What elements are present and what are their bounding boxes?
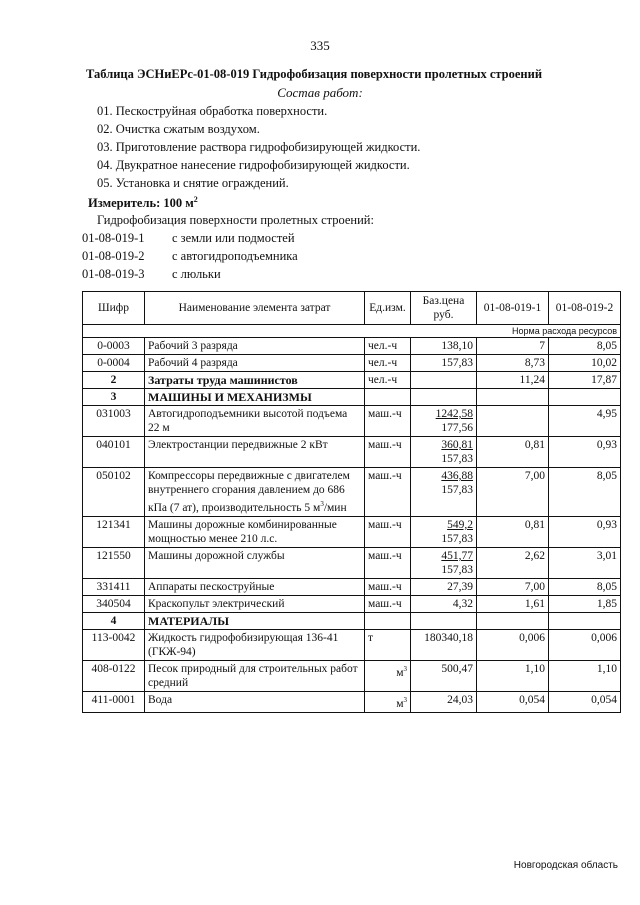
cell-variant-2 <box>549 389 621 406</box>
cell-variant-2 <box>549 595 621 612</box>
cell-unit-text: м <box>396 697 404 710</box>
cell-code <box>83 437 145 468</box>
cell-name-text: Рабочий 3 разряда <box>148 340 238 352</box>
cell-variant-1 <box>477 547 549 578</box>
cell-name <box>145 355 365 372</box>
cell-variant-2 <box>549 578 621 595</box>
cell-unit <box>365 595 411 612</box>
cell-code-text: 121341 <box>96 518 131 531</box>
cell-code <box>83 612 145 629</box>
cell-name-text: Машины дорожные комбинированные мощностью менее 210 л.с. <box>148 518 337 545</box>
cell-price-value: 1242,58 <box>435 408 473 420</box>
cell-code <box>83 660 145 691</box>
cell-unit <box>365 338 411 355</box>
cell-variant-1-value: 7 <box>539 340 545 352</box>
cell-code <box>83 516 145 547</box>
cell-name-text: Краскопульт электрический <box>148 597 285 610</box>
cell-code <box>83 468 145 517</box>
variant-text: с земли или подмостей <box>172 231 295 245</box>
cell-variant-2-value: 4,95 <box>596 408 617 420</box>
cell-name-text: Рабочий 4 разряда <box>148 357 238 369</box>
cell-price-value: 451,77 <box>441 549 473 562</box>
cell-unit-text: маш.-ч <box>368 439 402 451</box>
work-item: 01. Пескоструйная обработка поверхности. <box>97 104 328 118</box>
variant-item <box>82 231 295 246</box>
cell-price <box>411 468 477 517</box>
cell-unit <box>365 660 411 691</box>
cell-price <box>411 355 477 372</box>
table-row <box>83 406 621 437</box>
cell-name <box>145 389 365 406</box>
cell-price-secondary: 177,56 <box>441 422 473 434</box>
table-row <box>83 355 621 372</box>
cell-name <box>145 578 365 595</box>
table-row <box>83 691 621 712</box>
cell-price <box>411 595 477 612</box>
cell-variant-2 <box>549 372 621 389</box>
cell-unit <box>365 389 411 406</box>
cell-name-text: Аппараты пескоструйные <box>148 580 275 593</box>
cell-variant-1 <box>477 612 549 629</box>
cell-price-value: 24,03 <box>447 693 473 706</box>
cell-price-value: 436,88 <box>441 470 473 482</box>
cell-code-text: 040101 <box>96 439 131 451</box>
header-unit: Ед.изм. <box>365 292 411 325</box>
cell-unit-text: маш.-ч <box>368 549 402 562</box>
cell-code <box>83 578 145 595</box>
cell-variant-1-value: 1,61 <box>524 597 545 610</box>
cell-variant-1-value: 0,054 <box>519 693 545 706</box>
cell-price-value: 27,39 <box>447 580 473 593</box>
cell-unit <box>365 406 411 437</box>
cell-price <box>411 612 477 629</box>
cell-name <box>145 612 365 629</box>
cell-code <box>83 372 145 389</box>
header-price: Баз.цена руб. <box>411 292 477 325</box>
cell-unit-text: чел.-ч <box>368 340 398 352</box>
cell-variant-1-value: 0,006 <box>519 631 545 644</box>
variant-code: 01-08-019-1 <box>82 231 145 245</box>
cell-variant-2 <box>549 437 621 468</box>
work-item: 05. Установка и снятие ограждений. <box>97 176 289 190</box>
cell-variant-2 <box>549 660 621 691</box>
cell-price-secondary: 157,83 <box>441 563 473 576</box>
cell-name <box>145 468 365 517</box>
work-composition-heading: Состав работ: <box>277 85 363 100</box>
cell-variant-2 <box>549 468 621 517</box>
cell-variant-1 <box>477 389 549 406</box>
cell-name <box>145 372 365 389</box>
cell-unit <box>365 612 411 629</box>
cell-name <box>145 516 365 547</box>
header-code: Шифр <box>83 292 145 325</box>
header-name: Наименование элемента затрат <box>145 292 365 325</box>
cell-price-value: 500,47 <box>441 662 473 675</box>
cell-unit-text: чел.-ч <box>368 357 398 369</box>
cell-variant-1 <box>477 372 549 389</box>
cell-name-text: Вода <box>148 693 173 706</box>
cell-name <box>145 629 365 660</box>
cell-name-text: МАШИНЫ И МЕХАНИЗМЫ <box>148 390 312 404</box>
cell-code <box>83 355 145 372</box>
table-row <box>83 389 621 406</box>
cell-code-text: 0-0003 <box>97 340 130 352</box>
norm-row <box>83 325 621 338</box>
cell-variant-2-value: 0,054 <box>591 693 617 706</box>
cell-variant-1 <box>477 355 549 372</box>
cell-variant-2 <box>549 629 621 660</box>
table-row <box>83 578 621 595</box>
cell-variant-2 <box>549 547 621 578</box>
table-row <box>83 547 621 578</box>
variant-text: с люльки <box>172 267 221 281</box>
cell-price <box>411 547 477 578</box>
cell-variant-1-value: 7,00 <box>524 580 545 593</box>
cell-name-text: Электростанции передвижные 2 кВт <box>148 439 328 451</box>
cell-code-text: 050102 <box>96 470 131 482</box>
cell-name-text: МАТЕРИАЛЫ <box>148 613 229 628</box>
table-row <box>83 612 621 629</box>
cell-variant-1 <box>477 338 549 355</box>
cell-price <box>411 516 477 547</box>
cell-price <box>411 372 477 389</box>
work-item: 02. Очистка сжатым воздухом. <box>97 122 260 136</box>
cell-name-text: Компрессоры передвижные с двигателем внутреннего сгорания давлением до 686 кПа (7 ат), производительность 5 м <box>148 470 350 514</box>
cell-price <box>411 629 477 660</box>
cell-price <box>411 338 477 355</box>
cell-variant-1 <box>477 468 549 517</box>
cell-code <box>83 595 145 612</box>
cell-price <box>411 437 477 468</box>
cell-variant-1 <box>477 691 549 712</box>
cell-variant-2 <box>549 516 621 547</box>
cell-price <box>411 578 477 595</box>
cell-name <box>145 437 365 468</box>
cell-code <box>83 547 145 578</box>
cell-variant-1 <box>477 578 549 595</box>
header-variant-2: 01-08-019-2 <box>549 292 621 325</box>
cell-variant-1-value: 7,00 <box>524 470 545 482</box>
cell-variant-2 <box>549 691 621 712</box>
measure-unit-label: Измеритель: 100 м <box>88 196 194 211</box>
cell-price-value: 4,32 <box>452 597 473 610</box>
cell-code-text: 2 <box>110 374 117 386</box>
cell-code <box>83 389 145 406</box>
cell-name-text: Затраты труда машинистов <box>148 373 298 387</box>
variant-code: 01-08-019-3 <box>82 267 145 281</box>
cell-price-secondary: 157,83 <box>441 484 473 496</box>
cell-name <box>145 338 365 355</box>
cell-unit-text: маш.-ч <box>368 580 402 593</box>
cell-name-text: Машины дорожной службы <box>148 549 285 562</box>
cell-price <box>411 660 477 691</box>
cell-variant-2 <box>549 406 621 437</box>
table-row <box>83 468 621 517</box>
cell-name-sup: 3 <box>320 500 324 508</box>
cell-unit <box>365 355 411 372</box>
cell-name <box>145 547 365 578</box>
table-row <box>83 516 621 547</box>
variant-code: 01-08-019-2 <box>82 249 145 263</box>
cell-variant-1 <box>477 406 549 437</box>
cell-name <box>145 660 365 691</box>
cell-code-text: 340504 <box>96 597 131 610</box>
table-row <box>83 338 621 355</box>
cell-variant-2-value: 0,93 <box>596 518 617 531</box>
cell-name-text: Песок природный для строительных работ средний <box>148 662 358 689</box>
cell-code-text: 408-0122 <box>91 662 136 675</box>
cell-price-value: 157,83 <box>441 357 473 369</box>
cell-name-text: Жидкость гидрофобизирующая 136-41 (ГКЖ-94) <box>148 631 339 658</box>
cell-unit <box>365 691 411 712</box>
cell-unit <box>365 629 411 660</box>
work-item: 03. Приготовление раствора гидрофобизирующей жидкости. <box>97 140 421 154</box>
table-row <box>83 629 621 660</box>
variants-intro: Гидрофобизация поверхности пролетных строений: <box>97 213 374 227</box>
cell-unit-text: чел.-ч <box>368 374 398 386</box>
cell-price-value: 549,2 <box>447 518 473 531</box>
cell-price-secondary: 157,83 <box>441 532 473 545</box>
cell-variant-2-value: 17,87 <box>591 374 617 386</box>
cell-price <box>411 691 477 712</box>
cell-code-text: 3 <box>110 391 117 403</box>
variant-item <box>82 249 298 264</box>
page-number: 335 <box>310 38 330 53</box>
cell-unit-text: маш.-ч <box>368 470 402 482</box>
cell-variant-2 <box>549 355 621 372</box>
cell-unit <box>365 578 411 595</box>
cell-name <box>145 691 365 712</box>
cell-code-text: 121550 <box>96 549 131 562</box>
cell-unit-sup: 3 <box>403 695 407 704</box>
cell-code-text: 113-0042 <box>91 631 136 644</box>
cell-code-text: 411-0001 <box>91 693 136 706</box>
cell-price <box>411 389 477 406</box>
norm-label: Норма расхода ресурсов <box>83 325 621 338</box>
cell-variant-1 <box>477 629 549 660</box>
cell-price <box>411 406 477 437</box>
cell-code-text: 331411 <box>96 580 131 593</box>
cell-variant-1-value: 11,24 <box>519 374 545 386</box>
cell-variant-1-value: 0,81 <box>524 518 545 531</box>
cell-variant-2-value: 8,05 <box>596 470 617 482</box>
table-title: Таблица ЭСНиЕРс-01-08-019 Гидрофобизация поверхности пролетных строений <box>86 67 543 81</box>
cell-variant-1-value: 0,81 <box>524 439 545 451</box>
cell-price-secondary: 157,83 <box>441 453 473 465</box>
cell-unit <box>365 468 411 517</box>
cell-unit-text: маш.-ч <box>368 408 402 420</box>
cell-unit <box>365 547 411 578</box>
cell-code-text: 031003 <box>96 408 131 420</box>
cell-variant-1-value: 2,62 <box>524 549 545 562</box>
cell-code <box>83 691 145 712</box>
cell-price-value: 138,10 <box>441 340 473 352</box>
cell-variant-2 <box>549 612 621 629</box>
cell-unit <box>365 437 411 468</box>
cell-variant-2-value: 0,93 <box>596 439 617 451</box>
cell-unit-text: маш.-ч <box>368 518 402 531</box>
cell-name-text: Автогидроподъемники высотой подъема 22 м <box>148 408 348 434</box>
cell-unit <box>365 516 411 547</box>
cell-variant-1 <box>477 437 549 468</box>
cell-variant-2-value: 8,05 <box>596 580 617 593</box>
cell-variant-1-value: 8,73 <box>524 357 545 369</box>
cell-variant-1 <box>477 595 549 612</box>
cell-code <box>83 629 145 660</box>
cell-unit-sup: 3 <box>403 664 407 673</box>
footer-region: Новгородская область <box>513 860 618 871</box>
variant-text: с автогидроподъемника <box>172 249 298 263</box>
header-variant-1: 01-08-019-1 <box>477 292 549 325</box>
cell-unit-text: маш.-ч <box>368 597 402 610</box>
cell-name <box>145 406 365 437</box>
cell-variant-1-value: 1,10 <box>524 662 545 675</box>
variant-item <box>82 267 221 282</box>
cell-unit-text: т <box>368 631 374 644</box>
cell-variant-2-value: 8,05 <box>596 340 617 352</box>
cell-code <box>83 406 145 437</box>
cell-code-text: 0-0004 <box>97 357 130 369</box>
table-row <box>83 372 621 389</box>
cell-code-text: 4 <box>110 614 117 627</box>
cell-unit <box>365 372 411 389</box>
cell-price-value: 360,81 <box>441 439 473 451</box>
cell-variant-1 <box>477 660 549 691</box>
table-row <box>83 437 621 468</box>
measure-unit <box>88 195 198 211</box>
measure-unit-sup: 2 <box>193 195 198 204</box>
cell-price-value: 180340,18 <box>424 631 473 644</box>
cell-name <box>145 595 365 612</box>
table-header-row <box>83 292 621 325</box>
cell-unit-text: м <box>396 666 404 679</box>
work-item: 04. Двукратное нанесение гидрофобизирующей жидкости. <box>97 158 410 172</box>
cell-variant-2-value: 3,01 <box>596 549 617 562</box>
cell-variant-1 <box>477 516 549 547</box>
resource-table <box>82 291 621 713</box>
cell-variant-2-value: 10,02 <box>591 357 617 369</box>
cell-variant-2-value: 0,006 <box>591 631 617 644</box>
cell-code <box>83 338 145 355</box>
table-row <box>83 660 621 691</box>
cell-variant-2-value: 1,85 <box>596 597 617 610</box>
cell-variant-2-value: 1,10 <box>596 662 617 675</box>
table-row <box>83 595 621 612</box>
cell-variant-2 <box>549 338 621 355</box>
cell-name-tail: /мин <box>323 501 347 514</box>
